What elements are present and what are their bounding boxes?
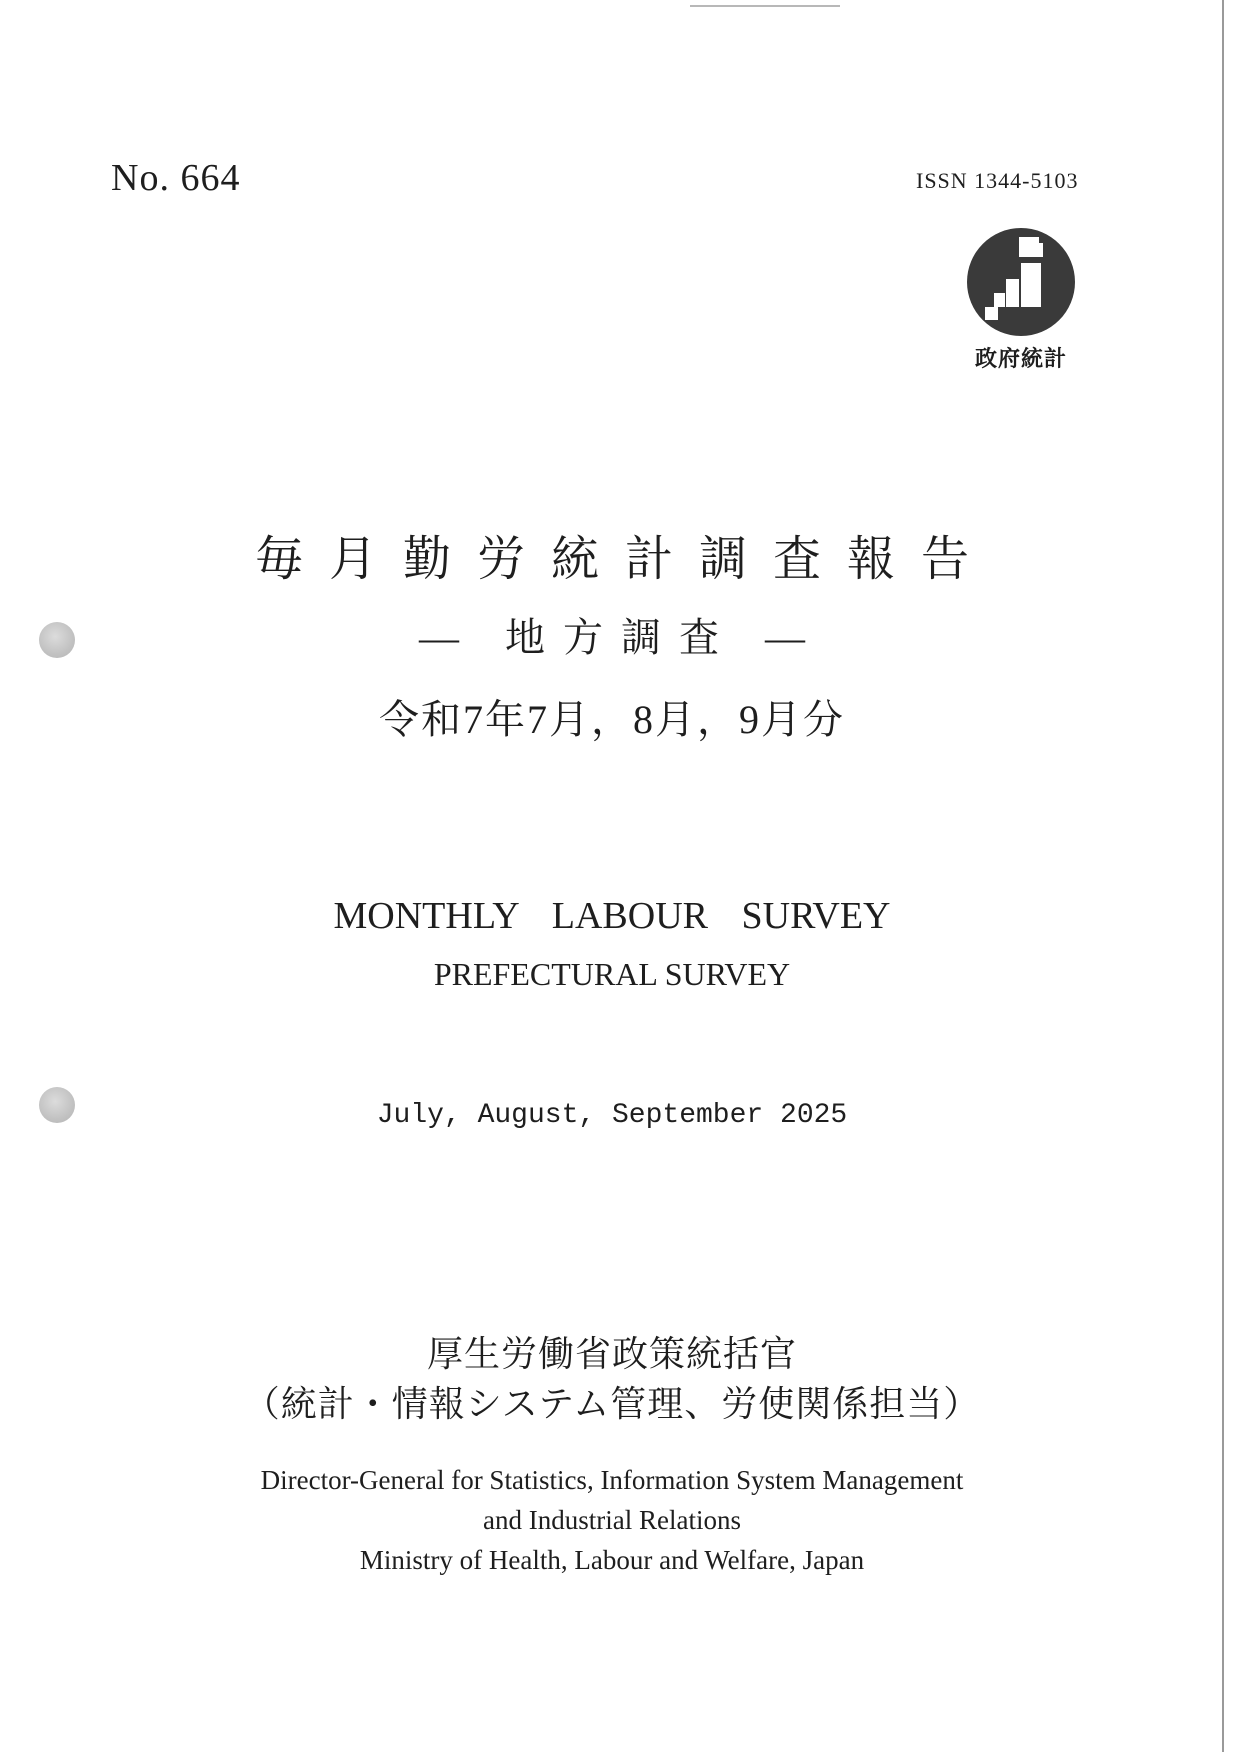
subtitle-japanese: — 地方調査 — [419,615,823,660]
period-english: July, August, September 2025 [376,1100,848,1131]
issn-number: ISSN 1344-5103 [916,168,1079,193]
subtitle-english: PREFECTURAL SURVEY [433,956,791,992]
scan-mark-top [690,5,840,7]
period-japanese: 令和7年7月，8月，9月分 [379,697,845,742]
issue-number: No. 664 [111,157,241,199]
publisher-english-line1: Director-General for Statistics, Information System Management [260,1465,964,1495]
publisher-english-line2: and Industrial Relations [483,1505,741,1535]
logo-caption: 政府統計 [974,347,1067,372]
publisher-english-line3: Ministry of Health, Labour and Welfare, Japan [359,1545,865,1575]
publisher-japanese-line1: 厚生労働省政策統括官 [426,1334,797,1374]
title-english: MONTHLY LABOUR SURVEY [333,895,891,937]
title-japanese: 毎月勤労統計調査報告 [254,533,995,586]
government-statistics-logo-icon [966,227,1076,337]
publisher-japanese-line2: （統計・情報システム管理、労使関係担当） [243,1384,981,1424]
